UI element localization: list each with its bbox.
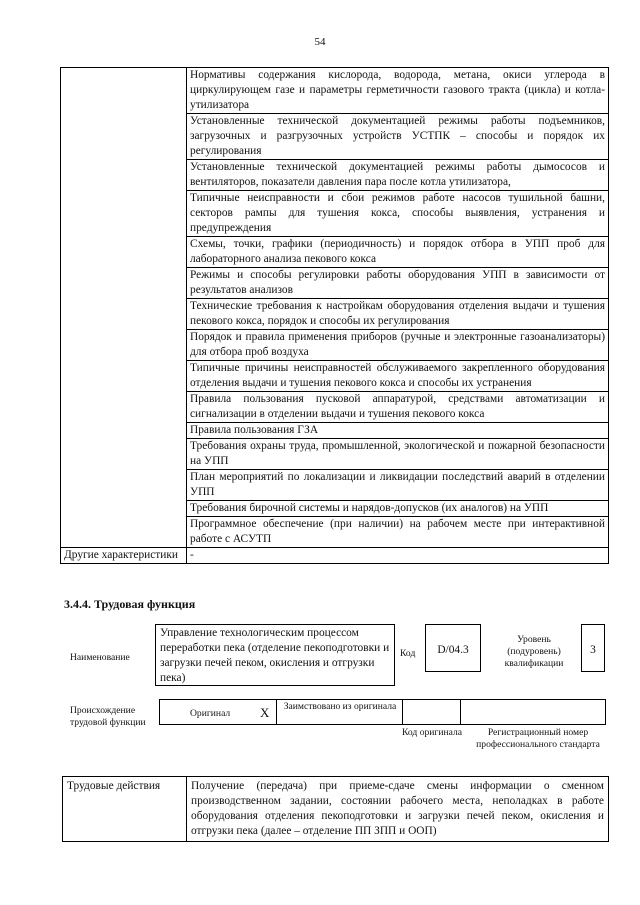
original-label: Оригинал	[190, 708, 231, 719]
table-row	[63, 777, 609, 842]
knowledge-item: Технические требования к настройкам оборудования отделения выдачи и тушения пекового кокса, порядок и способы их регулирования	[187, 299, 609, 330]
original-mark: X	[260, 705, 270, 720]
origin-row	[159, 699, 606, 725]
knowledge-item: Типичные причины неисправностей обслуживаемого закрепленного оборудования отделения выдачи и тушения пекового кокса и способы их устранения	[187, 361, 609, 392]
code-original-caption: Код оригинала	[401, 727, 463, 738]
name-label: Наименование	[70, 652, 130, 663]
page-number: 54	[314, 36, 326, 48]
registration-caption: Регистрационный номер профессионального стандарта	[476, 727, 600, 750]
knowledge-item: Установленные технической документацией режимы работы дымососов и вентиляторов, показатели давления пара после котла утилизатора,	[187, 160, 609, 191]
knowledge-item: Требования охраны труда, промышленной, экологической и пожарной безопасности на УПП	[187, 439, 609, 470]
other-characteristics-label: Другие характеристики	[61, 548, 187, 564]
function-code-box: D/04.3	[425, 624, 481, 672]
knowledge-item: Порядок и правила применения приборов (ручные и электронные газоанализаторы) для отбора проб воздуха	[187, 330, 609, 361]
knowledge-table	[60, 67, 609, 564]
actions-label: Трудовые действия	[63, 777, 187, 842]
knowledge-item: Типичные неисправности и сбои режимов работе насосов тушильной башни, секторов рампы для тушения кокса, способы выявления, устранения и предупреждения	[187, 191, 609, 237]
knowledge-item: Правила пользования пусковой аппаратурой, средствами автоматизации и сигнализации в отделении выдачи и тушения пекового кокса	[187, 392, 609, 423]
section-title: 3.4.4. Трудовая функция	[64, 597, 196, 611]
borrowed-label: Заимствовано из оригинала	[283, 701, 397, 712]
knowledge-item: Режимы и способы регулировки работы оборудования УПП в зависимости от результатов анализов	[187, 268, 609, 299]
knowledge-item: Программное обеспечение (при наличии) на рабочем месте при интерактивной работе с АСУТП	[187, 517, 609, 548]
origin-label: Происхождение трудовой функции	[70, 705, 146, 728]
knowledge-item: Требования бирочной системы и нарядов-допусков (их аналогов) на УПП	[187, 501, 609, 517]
level-label: Уровень (подуровень) квалификации	[504, 634, 564, 669]
knowledge-item: Схемы, точки, графики (периодичность) и порядок отбора в УПП проб для лабораторного анализа пекового кокса	[187, 237, 609, 268]
table-row	[61, 68, 609, 114]
divider	[276, 700, 277, 724]
actions-table	[62, 776, 609, 842]
knowledge-item: План мероприятий по локализации и ликвидации последствий аварий в отделении УПП	[187, 470, 609, 501]
other-characteristics-value: -	[187, 548, 609, 564]
divider	[460, 700, 461, 724]
actions-value: Получение (передача) при приеме-сдаче смены информации о сменном производственном задании, состоянии рабочего места, неполадках в работе оборудования отделения пекоподготовки и загрузки печей пеком, окисления и отгрузки пека (далее – отделение ПП ЗПП и ООП)	[187, 777, 609, 842]
knowledge-item: Установленные технической документацией режимы работы подъемников, загрузочных и разгрузочных устройств УСТПК – способы и порядок их регулирования	[187, 114, 609, 160]
empty-label-cell	[61, 68, 187, 548]
function-name-box: Управление технологическим процессом переработки пека (отделение пекоподготовки и загрузки печей пеком, окисления и отгрузки пека)	[155, 624, 395, 686]
knowledge-item: Правила пользования ГЗА	[187, 423, 609, 439]
divider	[402, 700, 403, 724]
level-box: 3	[581, 624, 605, 672]
table-row	[61, 548, 609, 564]
knowledge-item: Нормативы содержания кислорода, водорода, метана, окиси углерода в циркулирующем газе и параметры герметичности газового тракта (цикла) и котла-утилизатора	[187, 68, 609, 114]
code-label: Код	[400, 648, 416, 659]
